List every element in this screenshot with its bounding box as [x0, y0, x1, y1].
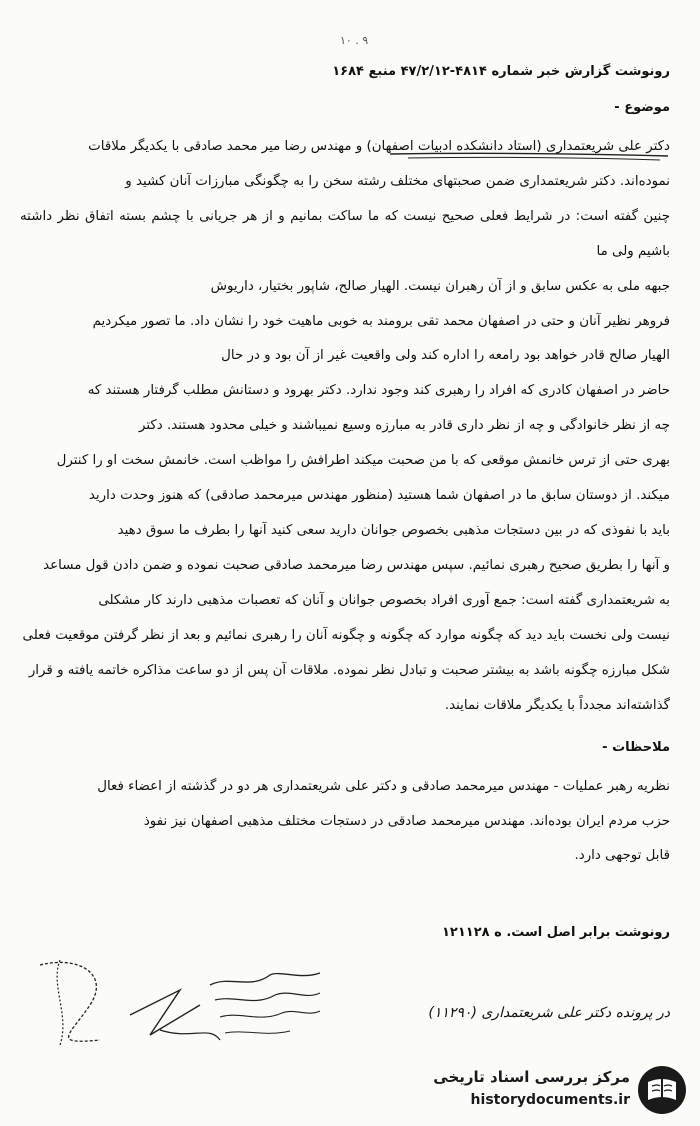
- body-line: و آنها را بطریق صحیح رهبری نمائیم. سپس مهندس رضا میرمحمد صادقی صحبت نموده و ضمن دادن قول مساعد: [43, 557, 670, 573]
- top-mark: ۱۰ . ۹: [340, 34, 369, 47]
- body-line: میکند. از دوستان سابق ما در اصفهان شما هستید (منظور مهندس میرمحمد صادقی) که هنوز وحدت دارید: [88, 488, 670, 504]
- watermark-url: historydocuments.ir: [470, 1092, 630, 1108]
- subject-label: موضوع -: [614, 100, 670, 115]
- book-emblem-icon: [636, 1064, 688, 1116]
- body-line: فروهر نظیر آنان و حتی در اصفهان محمد تقی برومند به خوبی ماهیت خود را نشان داد. ما تصور میکردیم: [92, 313, 670, 329]
- body-line: دکتر علی شریعتمداری (استاد دانشکده ادبیات اصفهان) و مهندس رضا میر محمد صادقی با یکدیگر ملاقات: [88, 139, 670, 154]
- report-header: رونوشت گزارش خبر شماره ۴۸۱۴-۴۷/۲/۱۲ منبع ۱۶۸۴: [332, 64, 670, 79]
- body-line: به شریعتمداری گفته است: جمع آوری افراد بخصوص جوانان و آنان که تعصبات مذهبی دارند کار مشکلی: [98, 592, 670, 608]
- archive-watermark: [400, 1062, 690, 1120]
- body-line: نیست ولی نخست باید دید که چگونه موارد که چگونه و چگونه آنان را رهبری نمائیم و بعد از نظر گرفتن موقعیت فعلی: [22, 627, 670, 643]
- body-line: شکل مبارزه چگونه باشد به بیشتر صحبت و تبادل نظر نموده. ملاقات آن پس از دو ساعت مذاکره خاتمه یافته و قرار: [28, 662, 670, 678]
- notes-body: [20, 770, 670, 874]
- notes-line: قابل توجهی دارد.: [574, 848, 670, 863]
- body-line: باید با نفوذی که در بین دستجات مذهبی بخصوص جوانان دارید سعی کنید آنها را بطرف ما سوق دهید: [117, 522, 670, 538]
- body-line: گذاشته‌اند مجدداً با یکدیگر ملاقات نمایند.: [444, 697, 670, 713]
- body-line: چه از نظر خانوادگی و چه از نظر داری قادر به مبارزه وسیع نمیباشند و خیلی محدود هستند. دکتر: [138, 418, 670, 434]
- notes-line: حزب مردم ایران بوده‌اند. مهندس میرمحمد صادقی در دستجات مختلف مذهبی اصفهان نیز نفوذ: [143, 813, 670, 829]
- body-line: الهیار صالح قادر خواهد بود رامعه را اداره کند ولی واقعیت غیر از آن بود و در حال: [221, 348, 670, 364]
- file-reference: در پرونده دکتر علی شریعتمداری (۱۱۲۹۰): [428, 1005, 670, 1021]
- report-body: [20, 130, 670, 723]
- copy-certification: رونوشت برابر اصل است. ه ۱۲۱۱۲۸: [441, 925, 670, 940]
- watermark-title: مرکز بررسی اسناد تاریخی: [433, 1068, 630, 1086]
- body-line: جبهه ملی به عکس سابق و از آن رهبران نیست. الهیار صالح، شاپور بختیار، داریوش: [210, 278, 670, 294]
- notes-label: ملاحظات -: [602, 740, 670, 755]
- handwritten-signatures: [20, 945, 330, 1065]
- body-line: بهری حتی از ترس خانمش موقعی که با من صحبت میکند اطرافش را مواظب است. خانمش سخت او را کنترل: [56, 453, 670, 469]
- body-line: حاضر در اصفهان کادری که افراد را رهبری کند وجود ندارد. دکتر بهرود و دستانش مطلب گرفتار هستند که: [87, 383, 670, 399]
- body-line: نموده‌اند. دکتر شریعتمداری ضمن صحبتهای مختلف رشته سخن را به چگونگی مبارزات آنان کشید و: [125, 173, 670, 189]
- body-line: چنین گفته است: در شرایط فعلی صحیح نیست که ما ساکت بمانیم و از هر جریانی با چشم بسته اتفاق نظر داشته باشیم ولی ما: [20, 208, 670, 259]
- notes-line: نظریه رهبر عملیات - مهندس میرمحمد صادقی و دکتر علی شریعتمداری هر دو در گذشته از اعضاء فعال: [97, 779, 670, 794]
